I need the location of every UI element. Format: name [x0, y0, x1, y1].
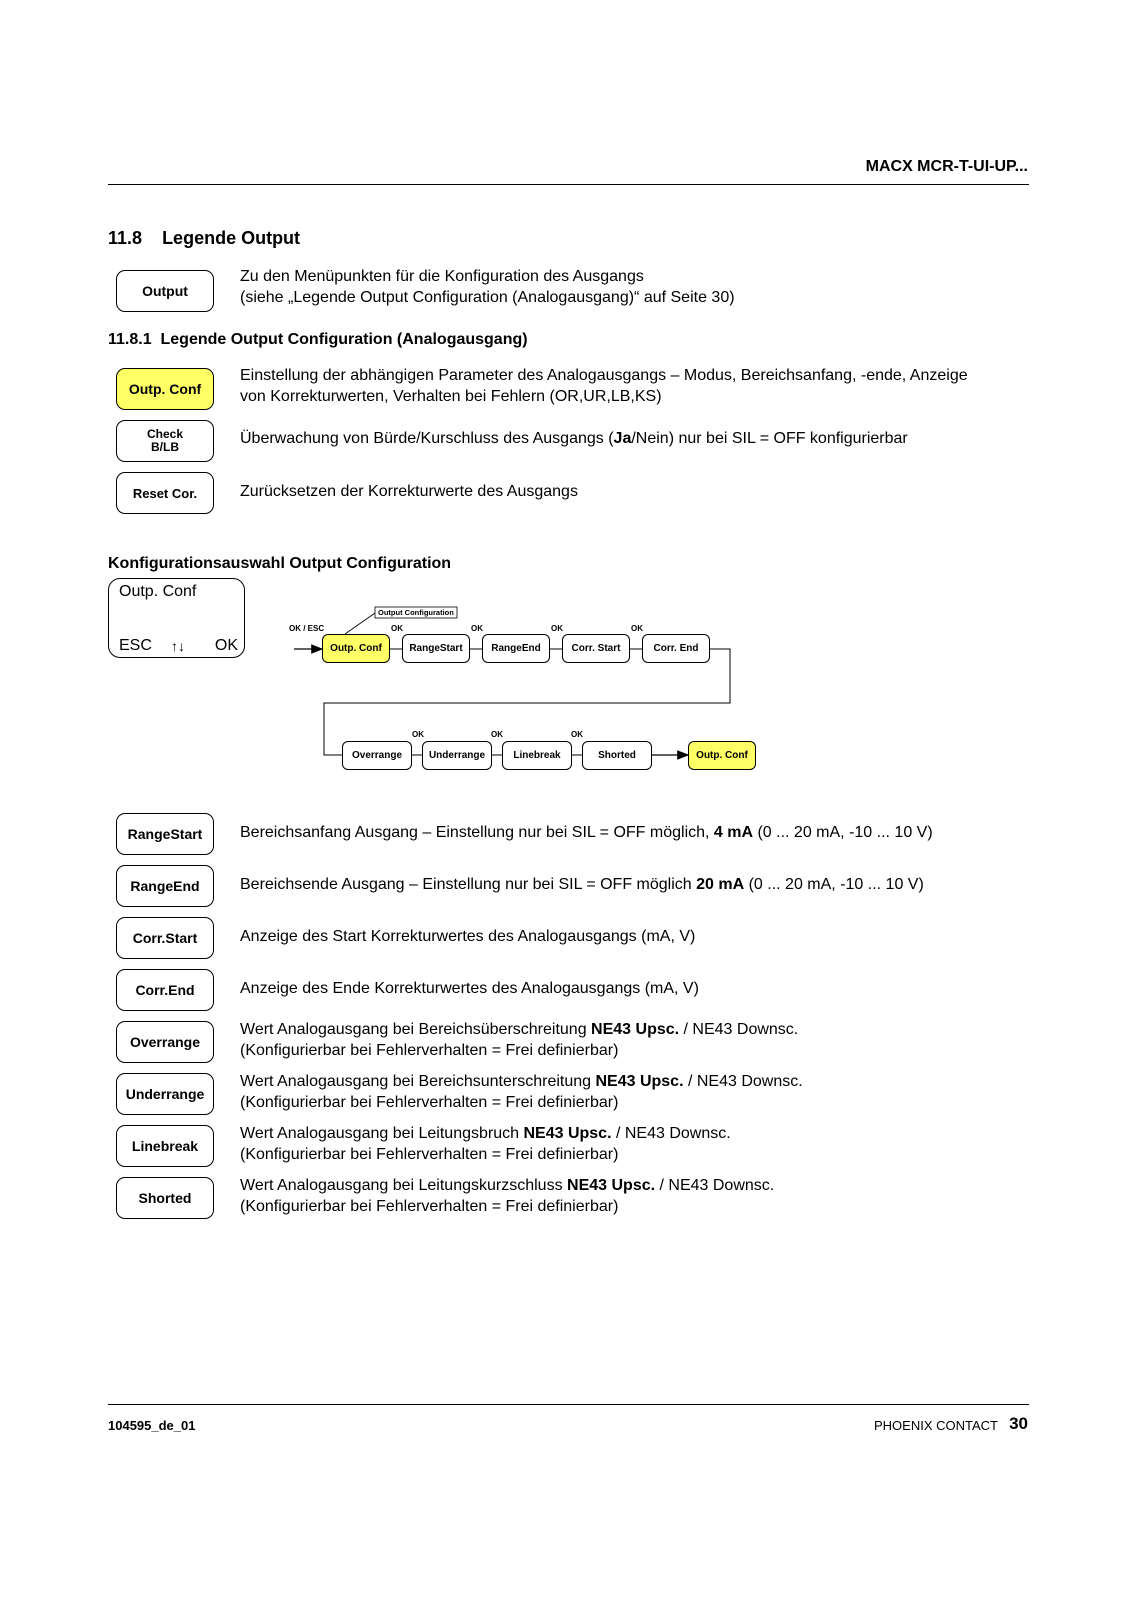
up-down-arrows-icon: ↑↓: [171, 638, 185, 654]
linebreak-description: [240, 1123, 1030, 1165]
ok-label: OK: [551, 624, 563, 633]
reset-cor-description: Zurücksetzen der Korrekturwerte des Ausgangs: [240, 483, 578, 500]
flow-node-rangestart: RangeStart: [402, 634, 470, 663]
linebreak-desc-line2: (Konfigurierbar bei Fehlerverhalten = Frei definierbar): [240, 1146, 619, 1163]
ok-label: OK: [391, 624, 403, 633]
overrange-description: [240, 1019, 1030, 1061]
subsection-number: 11.8.1: [108, 331, 152, 348]
overrange-key: Overrange: [116, 1021, 214, 1063]
underrange-desc-line2: (Konfigurierbar bei Fehlerverhalten = Frei definierbar): [240, 1094, 619, 1111]
underrange-description: [240, 1071, 1030, 1113]
output-desc-line2: (siehe „Legende Output Configuration (Analogausgang)“ auf Seite 30): [240, 289, 735, 306]
check-blb-label-line2: B/LB: [151, 440, 179, 454]
ok-label: OK: [571, 730, 583, 739]
underrange-key: Underrange: [116, 1073, 214, 1115]
check-blb-desc-post: /Nein) nur bei SIL = OFF konfigurierbar: [631, 430, 908, 447]
lcd-title: Outp. Conf: [119, 583, 197, 600]
linebreak-desc-pre: Wert Analogausgang bei Leitungsbruch: [240, 1125, 524, 1142]
flow-node-outp-conf-end: Outp. Conf: [688, 741, 756, 770]
shorted-key: Shorted: [116, 1177, 214, 1219]
rangeend-desc-bold: 20 mA: [696, 876, 745, 893]
document-header-title: MACX MCR-T-UI-UP...: [865, 158, 1028, 175]
flow-node-shorted: Shorted: [582, 741, 652, 770]
shorted-desc-line2: (Konfigurierbar bei Fehlerverhalten = Frei definierbar): [240, 1198, 619, 1215]
lcd-ok: OK: [214, 637, 238, 654]
check-blb-label-line1: Check: [146, 427, 184, 441]
outp-conf-desc-line1: Einstellung der abhängigen Parameter des Analogausgangs – Modus, Bereichsanfang, -ende, Anzeige: [240, 367, 968, 384]
ok-label: OK: [631, 624, 643, 633]
output-key: Output: [116, 270, 214, 312]
underrange-desc-post: / NE43 Downsc.: [683, 1073, 803, 1090]
flow-heading: Konfigurationsauswahl Output Configuration: [108, 555, 452, 572]
ok-esc-label: OK / ESC: [289, 624, 325, 633]
rangestart-desc-bold: 4 mA: [713, 824, 754, 841]
flow-node-outp-conf: Outp. Conf: [322, 634, 390, 663]
shorted-desc-pre: Wert Analogausgang bei Leitungskurzschluss: [240, 1177, 568, 1194]
shorted-desc-bold: NE43 Upsc.: [567, 1177, 656, 1194]
outp-conf-desc-line2: von Korrekturwerten, Verhalten bei Fehlern (OR,UR,LB,KS): [240, 388, 662, 405]
section-number: 11.8: [108, 228, 143, 248]
corr-end-key: Corr.End: [116, 969, 214, 1011]
rangestart-key: RangeStart: [116, 813, 214, 855]
ok-label: OK: [471, 624, 483, 633]
subsection-title: Legende Output Configuration (Analogausgang): [160, 331, 528, 348]
reset-cor-key: Reset Cor.: [116, 472, 214, 514]
output-desc-line1: Zu den Menüpunkten für die Konfiguration des Ausgangs: [240, 268, 644, 285]
check-blb-desc-pre: Überwachung von Bürde/Kurschluss des Ausgangs (: [240, 430, 614, 447]
corr-start-key: Corr.Start: [116, 917, 214, 959]
corr-end-description: Anzeige des Ende Korrekturwertes des Analogausgangs (mA, V): [240, 980, 699, 997]
ok-label: OK: [491, 730, 503, 739]
rangeend-key: RangeEnd: [116, 865, 214, 907]
corr-start-description: Anzeige des Start Korrekturwertes des Analogausgangs (mA, V): [240, 928, 696, 945]
lcd-esc: ESC: [119, 637, 152, 654]
rangestart-desc-pre: Bereichsanfang Ausgang – Einstellung nur bei SIL = OFF möglich,: [240, 824, 714, 841]
flow-node-corr-end: Corr. End: [642, 634, 710, 663]
footer-company: PHOENIX CONTACT: [874, 1418, 998, 1433]
rangestart-desc-post: (0 ... 20 mA, -10 ... 10 V): [753, 824, 933, 841]
rangeend-desc-pre: Bereichsende Ausgang – Einstellung nur bei SIL = OFF möglich: [240, 876, 697, 893]
outp-conf-key: Outp. Conf: [116, 368, 214, 410]
flow-node-overrange: Overrange: [342, 741, 412, 770]
flow-node-underrange: Underrange: [422, 741, 492, 770]
flow-node-corr-start: Corr. Start: [562, 634, 630, 663]
shorted-desc-post: / NE43 Downsc.: [655, 1177, 775, 1194]
check-blb-desc-bold: Ja: [613, 430, 632, 447]
overrange-desc-line2: (Konfigurierbar bei Fehlerverhalten = Frei definierbar): [240, 1042, 619, 1059]
shorted-description: [240, 1175, 1030, 1217]
footer-doc-id: 104595_de_01: [108, 1418, 196, 1433]
footer-rule: [108, 1404, 1029, 1405]
ok-label: OK: [412, 730, 424, 739]
underrange-desc-bold: NE43 Upsc.: [595, 1073, 684, 1090]
callout-label: Output Configuration: [378, 608, 454, 617]
overrange-desc-pre: Wert Analogausgang bei Bereichsüberschreitung: [240, 1021, 592, 1038]
overrange-desc-post: / NE43 Downsc.: [679, 1021, 799, 1038]
linebreak-key: Linebreak: [116, 1125, 214, 1167]
underrange-desc-pre: Wert Analogausgang bei Bereichsunterschreitung: [240, 1073, 596, 1090]
rangestart-description: [240, 822, 1030, 843]
overrange-desc-bold: NE43 Upsc.: [591, 1021, 680, 1038]
flow-node-rangeend: RangeEnd: [482, 634, 550, 663]
rangeend-desc-post: (0 ... 20 mA, -10 ... 10 V): [744, 876, 924, 893]
footer-page-number: 30: [1009, 1414, 1028, 1433]
flow-node-linebreak: Linebreak: [502, 741, 572, 770]
linebreak-desc-post: / NE43 Downsc.: [611, 1125, 731, 1142]
section-title: Legende Output: [162, 228, 301, 248]
rangeend-description: [240, 874, 1030, 895]
linebreak-desc-bold: NE43 Upsc.: [523, 1125, 612, 1142]
